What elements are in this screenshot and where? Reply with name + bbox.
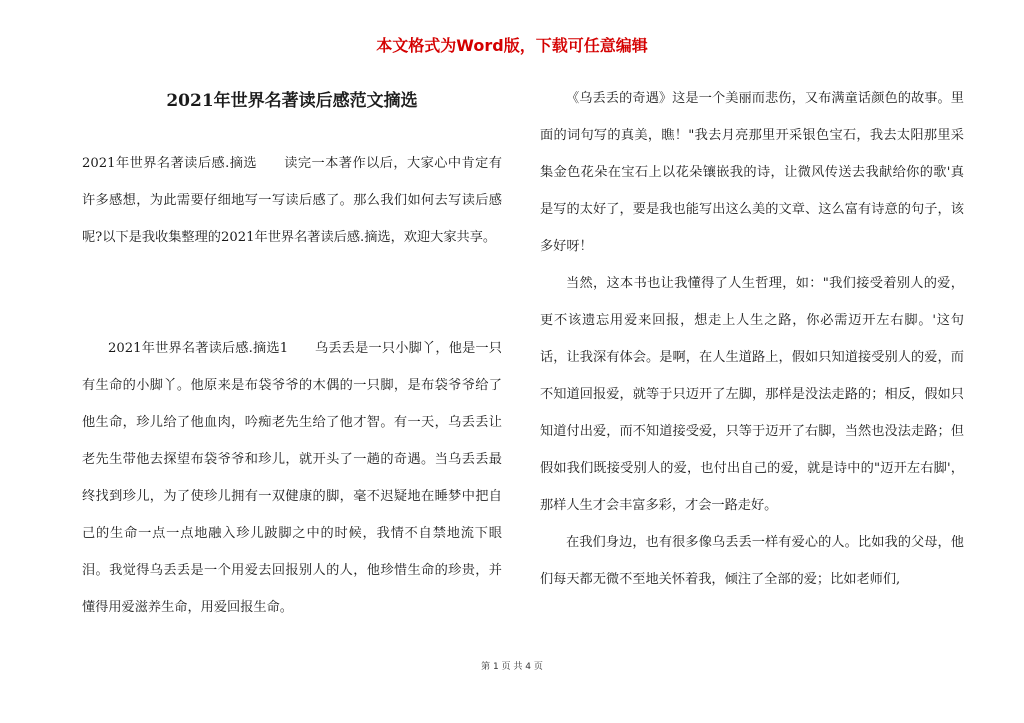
body-paragraph-1: 2021年世界名著读后感.摘选1 乌丢丢是一只小脚丫，他是一只有生命的小脚丫。他原来是布袋爷爷的木偶的一只脚，是布袋爷爷给了他生命，珍儿给了他血肉，吟痴老先生给了他才智。有一天，乌丢丢让老先生带他去探望布袋爷爷和珍儿，就开头了一趟的奇遇。当乌丢丢最终找到珍儿，为了使珍儿拥有一双健康的脚，毫不迟疑地在睡梦中把自己的生命一点一点地融入珍儿跛脚之中的时候，我情不自禁地流下眼泪。我觉得乌丢丢是一个用爱去回报别人的人，他珍惜生命的珍贵，并懂得用爱滋养生命，用爱回报生命。: [82, 341, 502, 615]
intro-paragraph: 2021年世界名著读后感.摘选 读完一本著作以后，大家心中肯定有许多感想，为此需要仔细地写一写读后感了。那么我们如何去写读后感呢?以下是我收集整理的2021年世界名著读后感.摘选，欢迎大家共享。: [82, 156, 502, 245]
body-paragraph-3: 当然，这本书也让我懂得了人生哲理，如："我们接受着别人的爱，更不该遗忘用爱来回报，想走上人生之路，你必需迈开左右脚。'这句话，让我深有体会。是啊，在人生道路上，假如只知道接受别人的爱，而不知道回报爱，就等于只迈开了左脚，那样是没法走路的；相反，假如只知道付出爱，而不知道接受爱，只等于迈开了右脚，当然也没法走路；但假如我们既接受别人的爱，也付出自己的爱，就是诗中的"迈开左右脚'，那样人生才会丰富多彩，才会一路走好。: [540, 276, 964, 513]
document-title: 2021年世界名著读后感范文摘选: [166, 91, 418, 111]
body-paragraph-2: 《乌丢丢的奇遇》这是一个美丽而悲伤，又布满童话颜色的故事。里面的词句写的真美，瞧！"我去月亮那里开采银色宝石，我去太阳那里采集金色花朵在宝石上以花朵镶嵌我的诗，让微风传送去我献给你的歌'真是写的太好了，要是我也能写出这么美的文章、这么富有诗意的句子，该多好呀！: [540, 91, 964, 254]
left-column: [82, 80, 502, 626]
right-column: [540, 80, 964, 598]
paragraph-spacer: [82, 256, 502, 293]
page-number: 第 1 页 共 4 页: [481, 662, 543, 672]
body-paragraph-4: 在我们身边，也有很多像乌丢丢一样有爱心的人。比如我的父母，他们每天都无微不至地关怀着我，倾注了全部的爱；比如老师们,: [540, 535, 964, 587]
paragraph-spacer: [82, 293, 502, 330]
download-banner: 本文格式为Word版，下载可任意编辑: [376, 36, 648, 55]
